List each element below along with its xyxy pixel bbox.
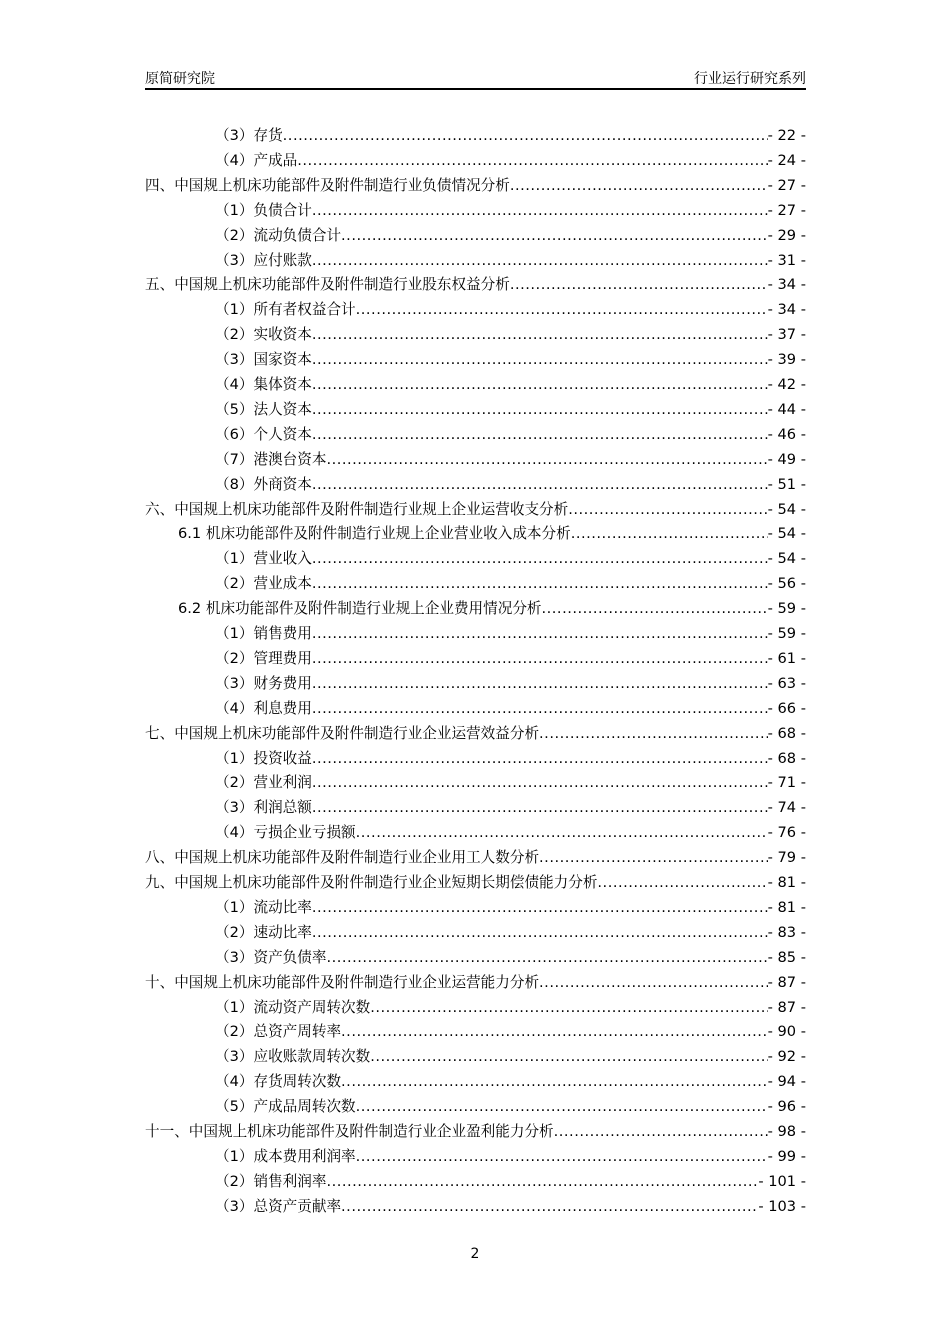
toc-entry-label: （1）营业收入 [215, 550, 312, 568]
toc-entry[interactable] [145, 273, 806, 297]
toc-leader-dots [312, 796, 768, 820]
toc-leader-dots [312, 896, 768, 920]
toc-entry[interactable] [215, 1020, 806, 1044]
header-series-title: 行业运行研究系列 [694, 71, 806, 87]
toc-entry[interactable] [215, 946, 806, 970]
toc-entry[interactable] [215, 298, 806, 322]
toc-entry[interactable] [215, 1045, 806, 1069]
toc-leader-dots [312, 647, 768, 671]
toc-leader-dots [312, 547, 768, 571]
toc-entry-label: （2）销售利润率 [215, 1172, 327, 1190]
toc-leader-dots [510, 174, 768, 198]
toc-entry-page: - 31 - [767, 251, 806, 269]
toc-entry-page: - 99 - [767, 1147, 806, 1165]
toc-entry-label: 四、中国规上机床功能部件及附件制造行业负债情况分析 [145, 176, 510, 194]
toc-entry-label: （2）总资产周转率 [215, 1023, 342, 1041]
toc-entry-page: - 71 - [767, 774, 806, 792]
toc-entry[interactable] [215, 249, 806, 273]
toc-leader-dots [312, 697, 768, 721]
toc-entry[interactable] [215, 373, 806, 397]
toc-entry-label: 十、中国规上机床功能部件及附件制造行业企业运营能力分析 [145, 973, 540, 991]
toc-leader-dots [356, 298, 768, 322]
toc-entry-label: 八、中国规上机床功能部件及附件制造行业企业用工人数分析 [145, 849, 540, 867]
header-organization: 原简研究院 [145, 71, 215, 87]
toc-entry[interactable] [215, 747, 806, 771]
toc-entry-page: - 87 - [767, 973, 806, 991]
toc-entry-label: （1）流动比率 [215, 898, 312, 916]
page-header [145, 66, 806, 90]
toc-entry-label: （4）亏损企业亏损额 [215, 824, 356, 842]
toc-entry[interactable] [215, 1170, 806, 1194]
toc-leader-dots [312, 747, 768, 771]
toc-entry-label: （5）法人资本 [215, 400, 312, 418]
toc-entry-label: （6）个人资本 [215, 425, 312, 443]
toc-leader-dots [597, 871, 767, 895]
toc-leader-dots [312, 323, 768, 347]
toc-entry[interactable] [145, 871, 806, 895]
toc-entry-page: - 81 - [767, 874, 806, 891]
toc-entry[interactable] [215, 348, 806, 372]
toc-leader-dots [539, 846, 768, 870]
toc-entry-label: 九、中国规上机床功能部件及附件制造行业企业短期长期偿债能力分析 [145, 874, 598, 891]
toc-entry-page: - 37 - [767, 326, 806, 344]
toc-entry-label: （1）所有者权益合计 [215, 301, 356, 319]
toc-leader-dots [312, 249, 768, 273]
toc-entry-page: - 46 - [767, 425, 806, 443]
toc-entry[interactable] [215, 821, 806, 845]
toc-leader-dots [571, 522, 768, 546]
toc-leader-dots [312, 921, 768, 945]
toc-entry-page: - 103 - [758, 1197, 806, 1215]
toc-leader-dots [312, 473, 768, 497]
toc-entry-page: - 68 - [767, 749, 806, 767]
toc-entry-page: - 29 - [767, 226, 806, 244]
toc-entry-page: - 59 - [767, 625, 806, 642]
toc-leader-dots [312, 572, 768, 596]
toc-entry-label: （2）实收资本 [215, 326, 312, 344]
toc-entry[interactable] [215, 473, 806, 497]
toc-entry-page: - 85 - [767, 948, 806, 966]
toc-entry-page: - 74 - [767, 799, 806, 817]
toc-leader-dots [341, 1020, 768, 1044]
toc-leader-dots [542, 597, 768, 621]
toc-leader-dots [283, 124, 768, 148]
toc-entry[interactable] [178, 522, 806, 546]
toc-entry-page: - 54 - [767, 500, 806, 518]
toc-entry[interactable] [215, 1070, 806, 1094]
toc-entry-label: （4）利息费用 [215, 699, 312, 717]
toc-entry-label: （2）管理费用 [215, 649, 312, 667]
toc-entry-label: （3）存货 [215, 127, 283, 144]
toc-leader-dots [356, 1145, 768, 1169]
toc-entry-label: （3）应收账款周转次数 [215, 1048, 371, 1066]
toc-entry-page: - 39 - [767, 351, 806, 369]
toc-entry-page: - 76 - [767, 824, 806, 842]
toc-entry[interactable] [215, 771, 806, 795]
toc-entry-label: （2）营业成本 [215, 575, 312, 593]
toc-entry-page: - 51 - [767, 475, 806, 493]
toc-entry-label: （3）国家资本 [215, 351, 312, 369]
toc-entry[interactable] [215, 398, 806, 422]
toc-entry[interactable] [215, 199, 806, 223]
toc-entry-page: - 34 - [767, 301, 806, 319]
toc-entry-page: - 68 - [767, 724, 806, 742]
toc-entry-label: （5）产成品周转次数 [215, 1098, 356, 1116]
toc-entry-page: - 42 - [767, 376, 806, 393]
toc-leader-dots [297, 149, 767, 173]
toc-entry[interactable] [215, 996, 806, 1020]
toc-entry-label: 五、中国规上机床功能部件及附件制造行业股东权益分析 [145, 276, 510, 294]
toc-entry-label: （1）成本费用利润率 [215, 1147, 356, 1165]
toc-leader-dots [356, 1095, 768, 1119]
toc-entry-page: - 101 - [758, 1172, 806, 1190]
toc-entry-page: - 59 - [767, 600, 806, 618]
toc-entry-label: （1）销售费用 [215, 625, 312, 642]
toc-entry[interactable] [215, 1095, 806, 1119]
toc-leader-dots [370, 1045, 767, 1069]
toc-leader-dots [341, 1195, 758, 1219]
toc-leader-dots [312, 373, 768, 397]
toc-entry-label: （3）利润总额 [215, 799, 312, 817]
toc-entry[interactable] [145, 1120, 806, 1144]
toc-leader-dots [554, 1120, 768, 1144]
toc-entry-page: - 83 - [767, 923, 806, 941]
toc-entry-label: （3）应付账款 [215, 251, 312, 269]
toc-entry-page: - 27 - [767, 201, 806, 219]
toc-entry[interactable] [215, 1145, 806, 1169]
toc-leader-dots [510, 273, 768, 297]
toc-leader-dots [539, 971, 768, 995]
toc-entry-page: - 96 - [767, 1098, 806, 1116]
toc-entry[interactable] [215, 1195, 806, 1219]
toc-entry-label: （8）外商资本 [215, 475, 312, 493]
toc-entry-page: - 34 - [767, 276, 806, 294]
toc-entry-page: - 22 - [767, 127, 806, 144]
toc-leader-dots [326, 1170, 758, 1194]
toc-entry-label: 六、中国规上机床功能部件及附件制造行业规上企业运营收支分析 [145, 500, 569, 518]
toc-entry-label: 6.1 机床功能部件及附件制造行业规上企业营业收入成本分析 [178, 525, 571, 543]
toc-entry[interactable] [215, 896, 806, 920]
toc-leader-dots [312, 199, 768, 223]
toc-entry[interactable] [145, 846, 806, 870]
toc-entry-page: - 56 - [767, 575, 806, 593]
toc-leader-dots [326, 448, 767, 472]
toc-leader-dots [312, 771, 768, 795]
toc-entry-page: - 98 - [767, 1123, 806, 1140]
toc-entry-label: （1）负债合计 [215, 201, 312, 219]
toc-entry-page: - 63 - [767, 674, 806, 692]
toc-leader-dots [370, 996, 767, 1020]
toc-entry-page: - 24 - [767, 151, 806, 169]
toc-entry-page: - 92 - [767, 1048, 806, 1066]
toc-entry-label: （3）财务费用 [215, 674, 312, 692]
toc-entry-label: （3）总资产贡献率 [215, 1197, 342, 1215]
toc-entry-label: （1）流动资产周转次数 [215, 998, 371, 1016]
toc-entry-page: - 81 - [767, 898, 806, 916]
toc-entry-label: （2）营业利润 [215, 774, 312, 792]
toc-entry-page: - 79 - [767, 849, 806, 867]
toc-entry[interactable] [215, 572, 806, 596]
toc-entry[interactable] [145, 722, 806, 746]
toc-leader-dots [312, 398, 768, 422]
toc-entry-label: （2）速动比率 [215, 923, 312, 941]
toc-entry[interactable] [215, 647, 806, 671]
toc-entry-label: （7）港澳台资本 [215, 450, 327, 468]
toc-leader-dots [568, 498, 767, 522]
toc-entry[interactable] [215, 323, 806, 347]
toc-entry[interactable] [145, 174, 806, 198]
toc-entry-label: （4）存货周转次数 [215, 1073, 342, 1091]
toc-entry[interactable] [215, 622, 806, 646]
toc-entry-page: - 54 - [767, 550, 806, 568]
toc-entry-label: 七、中国规上机床功能部件及附件制造行业企业运营效益分析 [145, 724, 540, 742]
toc-entry[interactable] [145, 498, 806, 522]
toc-entry[interactable] [215, 448, 806, 472]
toc-entry-page: - 87 - [767, 998, 806, 1016]
toc-entry[interactable] [178, 597, 806, 621]
toc-entry-label: 6.2 机床功能部件及附件制造行业规上企业费用情况分析 [178, 600, 542, 618]
page-number: 2 [470, 1246, 480, 1262]
toc-entry-label: （3）资产负债率 [215, 948, 327, 966]
toc-entry-page: - 27 - [767, 176, 806, 194]
toc-entry[interactable] [215, 224, 806, 248]
toc-entry-label: （1）投资收益 [215, 749, 312, 767]
toc-leader-dots [356, 821, 768, 845]
toc-entry-page: - 94 - [767, 1073, 806, 1091]
toc-leader-dots [312, 622, 768, 646]
toc-entry-page: - 54 - [767, 525, 806, 543]
toc-entry-page: - 90 - [767, 1023, 806, 1041]
toc-entry-label: 十一、中国规上机床功能部件及附件制造行业企业盈利能力分析 [145, 1123, 554, 1140]
toc-entry[interactable] [145, 971, 806, 995]
toc-leader-dots [341, 1070, 768, 1094]
toc-leader-dots [312, 672, 768, 696]
toc-entry-page: - 49 - [767, 450, 806, 468]
toc-entry-label: （2）流动负债合计 [215, 226, 342, 244]
toc-entry[interactable] [215, 921, 806, 945]
toc-leader-dots [312, 348, 768, 372]
toc-entry[interactable] [215, 796, 806, 820]
toc-entry-label: （4）集体资本 [215, 376, 312, 393]
toc-entry[interactable] [215, 697, 806, 721]
toc-leader-dots [341, 224, 768, 248]
toc-entry-page: - 61 - [767, 649, 806, 667]
toc-leader-dots [539, 722, 768, 746]
toc-leader-dots [312, 423, 768, 447]
toc-entry[interactable] [215, 672, 806, 696]
toc-entry[interactable] [215, 423, 806, 447]
toc-entry[interactable] [215, 547, 806, 571]
toc-entry-label: （4）产成品 [215, 151, 298, 169]
toc-entry-page: - 44 - [767, 400, 806, 418]
toc-entry-page: - 66 - [767, 699, 806, 717]
toc-entry[interactable] [215, 149, 806, 173]
toc-entry[interactable] [215, 124, 806, 148]
toc-leader-dots [326, 946, 767, 970]
